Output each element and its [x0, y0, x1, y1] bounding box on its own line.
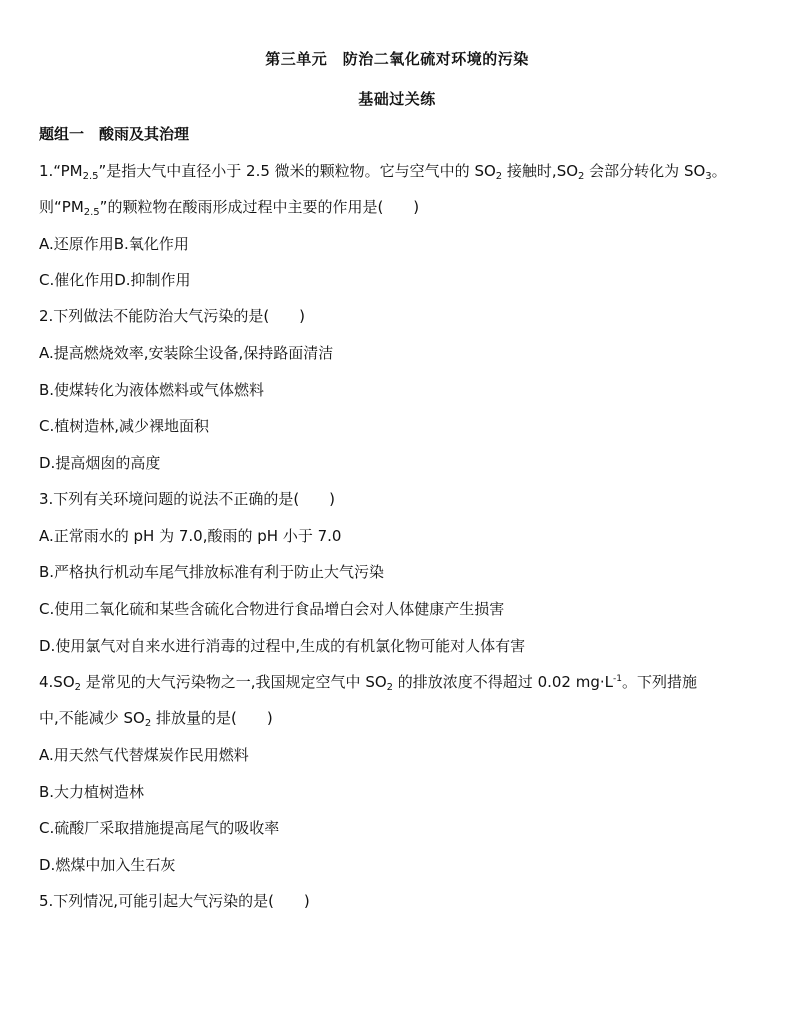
question-1-line-1 [39, 161, 727, 181]
document-subtitle: 基础过关练 [358, 90, 436, 108]
q4-text-a: 4.SO [39, 673, 75, 691]
q4-text-b: 是常见的大气污染物之一,我国规定空气中 SO [81, 673, 387, 691]
q3-option-d: D.使用氯气对自来水进行消毒的过程中,生成的有机氯化物可能对人体有害 [39, 637, 526, 655]
q2-option-d: D.提高烟囱的高度 [39, 454, 161, 472]
q1-sub-a: 2.5 [82, 171, 99, 182]
q4-text-c: 的排放浓度不得超过 0.02 mg·L [393, 673, 613, 691]
q4-option-b: B.大力植树造林 [39, 783, 145, 801]
q3-option-a: A.正常雨水的 pH 为 7.0,酸雨的 pH 小于 7.0 [39, 527, 342, 545]
q4-option-c: C.硫酸厂采取措施提高尾气的吸收率 [39, 819, 280, 837]
q1-sub-b: 2 [495, 171, 503, 182]
q3-option-c: C.使用二氧化硫和某些含硫化合物进行食品增白会对人体健康产生损害 [39, 600, 505, 618]
document-title: 第三单元 防治二氧化硫对环境的污染 [265, 50, 529, 68]
q4-l2-text-b: 排放量的是( ) [151, 709, 273, 727]
q2-option-c: C.植树造林,减少裸地面积 [39, 417, 210, 435]
q3-option-b: B.严格执行机动车尾气排放标准有利于防止大气污染 [39, 563, 385, 581]
question-5-stem: 5.下列情况,可能引起大气污染的是( ) [39, 892, 310, 910]
question-4-line-1 [39, 672, 697, 692]
q1-l2-text-a: 则“PM [39, 198, 84, 216]
q1-sub-c: 2 [578, 171, 585, 182]
q1-text-e: 。 [711, 162, 727, 180]
q1-text-d: 会部分转化为 SO [584, 162, 706, 180]
q1-text-b: ”是指大气中直径小于 2.5 微米的颗粒物。它与空气中的 SO [98, 162, 496, 180]
q4-option-d: D.燃煤中加入生石灰 [39, 856, 176, 874]
q4-l2-text-a: 中,不能减少 SO [39, 709, 145, 727]
question-2-stem: 2.下列做法不能防治大气污染的是( ) [39, 307, 306, 325]
q4-option-a: A.用天然气代替煤炭作民用燃料 [39, 746, 249, 764]
q1-options-ab: A.还原作用B.氧化作用 [39, 235, 189, 253]
question-4-line-2 [39, 708, 273, 728]
section-heading: 题组一 酸雨及其治理 [39, 125, 190, 143]
q2-option-b: B.使煤转化为液体燃料或气体燃料 [39, 381, 265, 399]
question-3-stem: 3.下列有关环境问题的说法不正确的是( ) [39, 490, 336, 508]
q1-text-c: 接触时,SO [502, 162, 579, 180]
q1-text-a: 1.“PM [39, 162, 83, 180]
q4-l2-sub: 2 [144, 718, 152, 729]
q4-sub-b: 2 [386, 682, 394, 693]
q1-sub-d: 3 [705, 171, 712, 182]
q1-l2-sub: 2.5 [83, 207, 100, 218]
q4-text-d: 。下列措施 [621, 673, 697, 691]
q1-l2-text-b: ”的颗粒物在酸雨形成过程中主要的作用是( ) [99, 198, 420, 216]
question-1-line-2 [39, 197, 419, 217]
q4-sup-c: -1 [613, 674, 622, 684]
q1-options-cd: C.催化作用D.抑制作用 [39, 271, 191, 289]
q2-option-a: A.提高燃烧效率,安装除尘设备,保持路面清洁 [39, 344, 334, 362]
q4-sub-a: 2 [74, 682, 82, 693]
